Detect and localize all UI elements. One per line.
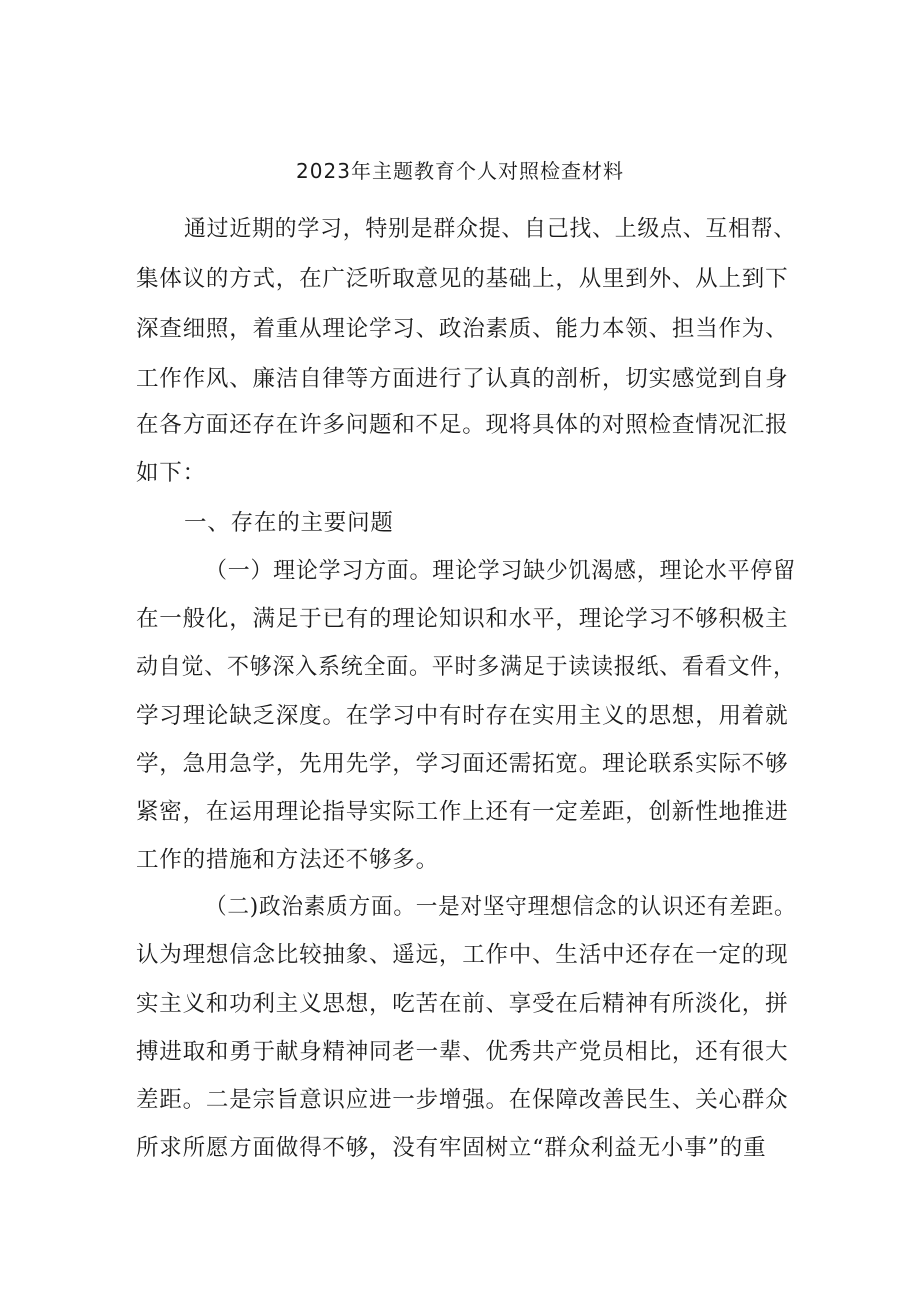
paragraph-3-line-2: 认为理想信念比较抽象、遥远，工作中、生活中还存在一定的现 (136, 942, 789, 968)
paragraph-1-line-3: 深查细照，着重从理论学习、政治素质、能力本领、担当作为、 (136, 316, 789, 342)
paragraph-2-line-3: 动自觉、不够深入系统全面。平时多满足于读读报纸、看看文件， (136, 654, 796, 680)
paragraph-3-line-3: 实主义和功利主义思想，吃苦在前、享受在后精神有所淡化，拼 (136, 991, 789, 1017)
paragraph-1-line-2: 集体议的方式，在广泛听取意见的基础上，从里到外、从上到下 (136, 266, 789, 292)
document-title: 2023年主题教育个人对照检查材料 (296, 159, 624, 183)
paragraph-1-line-6: 如下： (136, 460, 206, 486)
paragraph-1-line-4: 工作作风、廉洁自律等方面进行了认真的剖析，切实感觉到自身 (136, 366, 789, 392)
paragraph-2-line-1: （一）理论学习方面。理论学习缺少饥渴感，理论水平停留 (205, 558, 796, 584)
paragraph-3-line-5: 差距。二是宗旨意识应进一步增强。在保障改善民生、关心群众 (136, 1087, 789, 1113)
paragraph-2-line-7: 工作的措施和方法还不够多。 (136, 847, 439, 873)
paragraph-3-line-1: （二)政治素质方面。一是对坚守理想信念的认识还有差距。 (205, 894, 797, 920)
paragraph-3-line-4: 搏进取和勇于献身精神同老一辈、优秀共产党员相比，还有很大 (136, 1039, 789, 1065)
section-heading: 一、存在的主要问题 (184, 510, 394, 536)
paragraph-2-line-5: 学，急用急学，先用先学，学习面还需拓宽。理论联系实际不够 (136, 751, 789, 777)
paragraph-2-line-2: 在一般化，满足于已有的理论知识和水平，理论学习不够积极主 (136, 606, 789, 632)
paragraph-1-line-1: 通过近期的学习，特别是群众提、自己找、上级点、互相帮、 (184, 216, 797, 242)
paragraph-2-line-4: 学习理论缺乏深度。在学习中有时存在实用主义的思想，用着就 (136, 703, 789, 729)
paragraph-2-line-6: 紧密，在运用理论指导实际工作上还有一定差距，创新性地推进 (136, 799, 789, 825)
paragraph-3-line-6: 所求所愿方面做得不够，没有牢固树立“群众利益无小事”的重 (136, 1135, 767, 1161)
paragraph-1-line-5: 在各方面还存在许多问题和不足。现将具体的对照检查情况汇报 (136, 412, 789, 438)
